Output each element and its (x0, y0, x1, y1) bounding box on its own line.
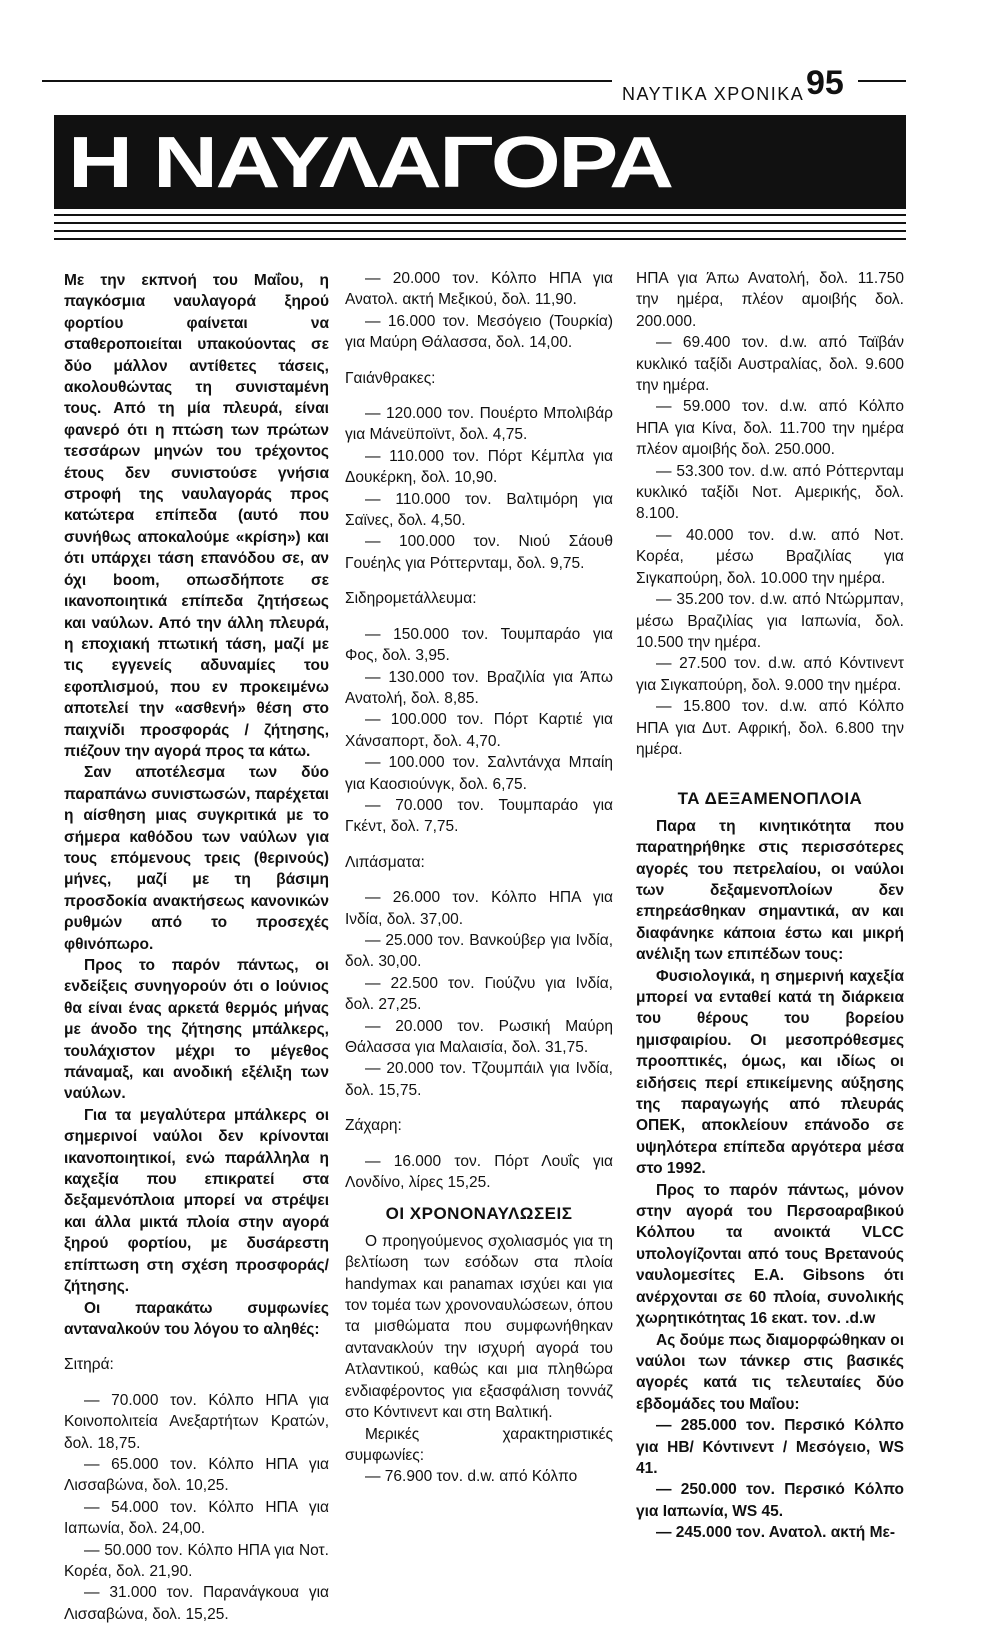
column-2 (345, 268, 613, 1488)
fixture-item: — 245.000 τον. Ανατολ. ακτή Με- (656, 1524, 896, 1542)
fixture-item: — 20.000 τον. Ρωσική Μαύρη Θάλασσα για Μαλαισία, δολ. 31,75. (345, 1017, 613, 1056)
article-paragraph: Σαν αποτέλεσμα των δύο παραπάνω συνιστωσών, παρέχεται η αίσθηση μιας συγκριτικά με το σήμερα καθόδου των ναύλων για τους επόμενους τρεις (θερινούς) μήνες, μαζί με τη βάσιμη προσδοκία ανακτήσεως κανονικών ρυθμών από το προσεχές φθινόπωρο. (64, 764, 329, 953)
fixture-item: — 40.000 τον. d.w. από Νοτ. Κορέα, μέσω Βραζιλίας για Σιγκαπούρη, δολ. 10.000 την ημέρα. (636, 526, 904, 587)
banner-rule-4 (54, 238, 906, 240)
section-title: Η ΝΑΥΛΑΓΟΡΑ (68, 123, 672, 203)
section-heading-tankers: ΤΑ ΔΕΞΑΜΕΝΟΠΛΟΙΑ (677, 789, 863, 809)
article-paragraph: Προς το παρόν πάντως, μόνον στην αγορά του Περσοαραβικού Κόλπου τα ανοικτά VLCC υπολογίζονται από τους Βρετανούς ναυλομεσίτες E.A. Gibsons ότι ανέρχονται σε 60 πλοία, συνολικής χωρητικότητας 16 εκατ. τον. .d.w (636, 1181, 904, 1328)
column-3 (636, 268, 904, 1544)
fixture-item: — 20.000 τον. Τζουμπάιλ για Ινδία, δολ. 15,75. (345, 1060, 613, 1099)
fixture-item: — 285.000 τον. Περσικό Κόλπο για ΗΒ/ Κόντινεντ / Μεσόγειο, WS 41. (636, 1417, 904, 1477)
fixture-item: — 16.000 τον. Μεσόγειο (Τουρκία) για Μαύρη Θάλασσα, δολ. 14,00. (345, 312, 613, 352)
fixture-item: — 16.000 τον. Πόρτ Λουΐς για Λονδίνο, λίρες 15,25. (345, 1152, 613, 1192)
category-heading: Λιπάσματα: (345, 853, 425, 871)
banner-rule-3 (54, 230, 906, 232)
banner-rule-1 (54, 214, 906, 216)
column-1 (64, 270, 329, 1625)
fixture-item: — 27.500 τον. d.w. από Κόντινεντ για Σιγκαπούρη, δολ. 9.000 την ημέρα. (636, 655, 904, 694)
article-paragraph: Παρα τη κινητικότητα που παρατηρήθηκε στις περισσότερες αγορές του πετρελαίου, οι ναύλοι των δεξαμενοπλοίων δεν επηρεάσθηκαν σημαντικά, αν και διαφάνηκε κάποια έστω και μικρή ανέλιξη των επιπέδων τους: (636, 817, 904, 964)
fixture-item: — 35.200 τον. d.w. από Ντώρμπαν, μέσω Βραζιλίας για Ιαπωνία, δολ. 10.500 την ημέρα. (636, 591, 904, 651)
fixture-item: — 250.000 τον. Περσικό Κόλπο για Ιαπωνία, WS 45. (636, 1481, 904, 1520)
fixture-item: — 22.500 τον. Γιούζνυ για Ινδία, δολ. 27,25. (345, 974, 613, 1014)
article-paragraph: Για τα μεγαλύτερα μπάλκερς οι σημερινοί ναύλοι δεν κρίνονται ικανοποιητικοί, ενώ παράλληλα η καχεξία που επικρατεί στα δεξαμενόπλοια μπορεί να στρέψει και άλλα μικτά πλοία στην αγορά ξηρού φορτίου, με δυσάρεστη επίπτωση στη σχέση προσφοράς/ ζήτησης. (64, 1106, 329, 1296)
article-paragraph: Μερικές χαρακτηριστικές συμφωνίες: (345, 1425, 613, 1464)
magazine-name: ΝΑΥΤΙΚΑ ΧΡΟΝΙΚΑ (622, 84, 805, 104)
category-heading: Ζάχαρη: (345, 1117, 402, 1135)
article-paragraph: Ο προηγούμενος σχολιασμός για τη βελτίωση των εσόδων στα πλοία handymax και panamax ισχύει και για τον τομέα των χρονοναυλώσεων, όπου τα μισθώματα που συμφωνήθηκαν αντανακλούν την ισχυρή αγορά του Ατλαντικού, καθώς και μια πληθώρα ενδιαφέροντος για εξασφάλιση τοννάζ στο Κόντινεντ και στη Βαλτική. (345, 1232, 613, 1422)
fixture-item: — 20.000 τον. Κόλπο ΗΠΑ για Ανατολ. ακτή Μεξικού, δολ. 11,90. (345, 270, 613, 309)
article-paragraph: Φυσιολογικά, η σημερινή καχεξία μπορεί να ενταθεί κατά τη διάρκεια του θέρους του βορείου ημισφαιρίου. Οι μεσοπρόθεσμες προοπτικές, όμως, και ιδίως οι ειδήσεις περί επικείμενης αύξησης της παραγωγής από πλευράς ΟΠΕΚ, αποκλείουν επάνοδο σε υψηλότερα επίπεδα αργότερα μέσα στο 1992. (636, 967, 904, 1178)
section-heading-timecharters: ΟΙ ΧΡΟΝΟΝΑΥΛΩΣΕΙΣ (385, 1204, 573, 1224)
fixture-item: — 120.000 τον. Πουέρτο Μπολιβάρ για Μάνεϋποϊντ, δολ. 4,75. (345, 405, 613, 444)
fixture-item: — 76.900 τον. d.w. από Κόλπο (365, 1468, 578, 1486)
fixture-item: — 53.300 τον. d.w. από Ρόττερνταμ κυκλικό ταξίδι Νοτ. Αμερικής, δολ. 8.100. (636, 462, 904, 523)
fixture-item: — 54.000 τον. Κόλπο ΗΠΑ για Ιαπωνία, δολ. 24,00. (64, 1498, 329, 1538)
fixture-item: — 110.000 τον. Βαλτιμόρη για Σαϊνες, δολ. 4,50. (345, 490, 613, 530)
fixture-item: — 65.000 τον. Κόλπο ΗΠΑ για Λισσαβώνα, δολ. 10,25. (64, 1455, 329, 1495)
header-rule-left (42, 80, 612, 82)
article-paragraph: Οι παρακάτω συμφωνίες ανταναλκούν του λόγου το αληθές: (64, 1299, 329, 1338)
fixture-item: — 130.000 τον. Βραζιλία για Άπω Ανατολή, δολ. 8,85. (345, 668, 613, 707)
fixture-item: — 100.000 τον. Νιού Σάουθ Γουέηλς για Ρόττερνταμ, δολ. 9,75. (345, 533, 613, 572)
category-heading: Σιτηρά: (64, 1356, 114, 1374)
fixture-item: — 25.000 τον. Βανκούβερ για Ινδία, δολ. 30,00. (345, 931, 613, 971)
article-paragraph: Ας δούμε πως διαμορφώθηκαν οι ναύλοι των τάνκερ στις βασικές αγορές κατά τις τελευταίες δύο εβδομάδες του Μαΐου: (636, 1331, 904, 1413)
category-heading: Σιδηρομετάλλευμα: (345, 590, 477, 608)
fixture-item: ΗΠΑ για Άπω Ανατολή, δολ. 11.750 την ημέρα, πλέον αμοιβής δολ. 200.000. (636, 270, 904, 330)
fixture-item: — 150.000 τον. Τουμπαράο για Φος, δολ. 3,95. (345, 625, 613, 665)
fixture-item: — 100.000 τον. Σαλντάνχα Μπαίη για Καοσιούνγκ, δολ. 6,75. (345, 754, 613, 793)
category-heading: Γαιάνθρακες: (345, 369, 436, 387)
banner-rule-2 (54, 222, 906, 224)
fixture-item: — 70.000 τον. Τουμπαράο για Γκέντ, δολ. 7,75. (345, 796, 613, 836)
fixture-item: — 31.000 τον. Παρανάγκουα για Λισσαβώνα, δολ. 15,25. (64, 1584, 329, 1623)
header-rule-right (858, 80, 906, 82)
fixture-item: — 110.000 τον. Πόρτ Κέμπλα για Δουκέρκη, δολ. 10,90. (345, 447, 613, 487)
fixture-item: — 70.000 τον. Κόλπο ΗΠΑ για Κοινοπολιτεία Ανεξαρτήτων Κρατών, δολ. 18,75. (64, 1391, 329, 1452)
fixture-item: — 15.800 τον. d.w. από Κόλπο ΗΠΑ για Δυτ. Αφρική, δολ. 6.800 την ημέρα. (636, 698, 904, 758)
fixture-item: — 69.400 τον. d.w. από Ταϊβάν κυκλικό ταξίδι Αυστραλίας, δολ. 9.600 την ημέρα. (636, 334, 904, 395)
fixture-item: — 26.000 τον. Κόλπο ΗΠΑ για Ινδία, δολ. 37,00. (345, 889, 613, 928)
article-paragraph: Προς το παρόν πάντως, οι ενδείξεις συνηγορούν ότι ο Ιούνιος θα είναι ένας αρκετά θερμός μήνας με άνοδο της ζήτησης μπάλκερς, τουλάχιστον μέχρι το μέγεθος πάναμαξ, και ανοδική εξέλιξη των ναύλων. (64, 957, 329, 1103)
fixture-item: — 59.000 τον. d.w. από Κόλπο ΗΠΑ για Κίνα, δολ. 11.700 την ημέρα πλέον αμοιβής δολ. 250.000. (636, 398, 904, 459)
fixture-item: — 50.000 τον. Κόλπο ΗΠΑ για Νοτ. Κορέα, δολ. 21,90. (64, 1541, 329, 1580)
section-banner (54, 115, 906, 209)
article-paragraph: Με την εκπνοή του Μαΐου, η παγκόσμια ναυλαγορά ξηρού φορτίου φαίνεται να σταθεροποιείται υπακούοντας σε δύο μάλλον αντίθετες τάσεις, ακολουθώντας τη συνισταμένη τους. Από τη μία πλευρά, είναι φανερό ότι η πτώση των πρώτων τεσσάρων μηνών του τρέχοντος έτους δεν συνιστούσε γνήσια στροφή της ναυλαγοράς προς κατώτερα επίπεδα (αυτό που συνήθως αποκαλούμε «κρίση») και ότι υπάρχει τάση επανόδου σε, αν όχι boom, οπωσδήποτε σε ικανοποιητικά επίπεδα ζητήσεως και ναύλων. Από την άλλη πλευρά, η εποχιακή πτωτική τάση, μαζί με τις εγγενείς αδυναμίες του εφοπλισμού, που εν προκειμένω αποτελεί την «ασθενή» θέση στο παιχνίδι προσφοράς / ζήτησης, πιέζουν την αγορά προς τα κάτω. (64, 272, 329, 760)
spacer (636, 760, 904, 778)
page-number: 95 (806, 64, 844, 102)
fixture-item: — 100.000 τον. Πόρτ Καρτιέ για Χάνσαπορτ, δολ. 4,70. (345, 711, 613, 750)
